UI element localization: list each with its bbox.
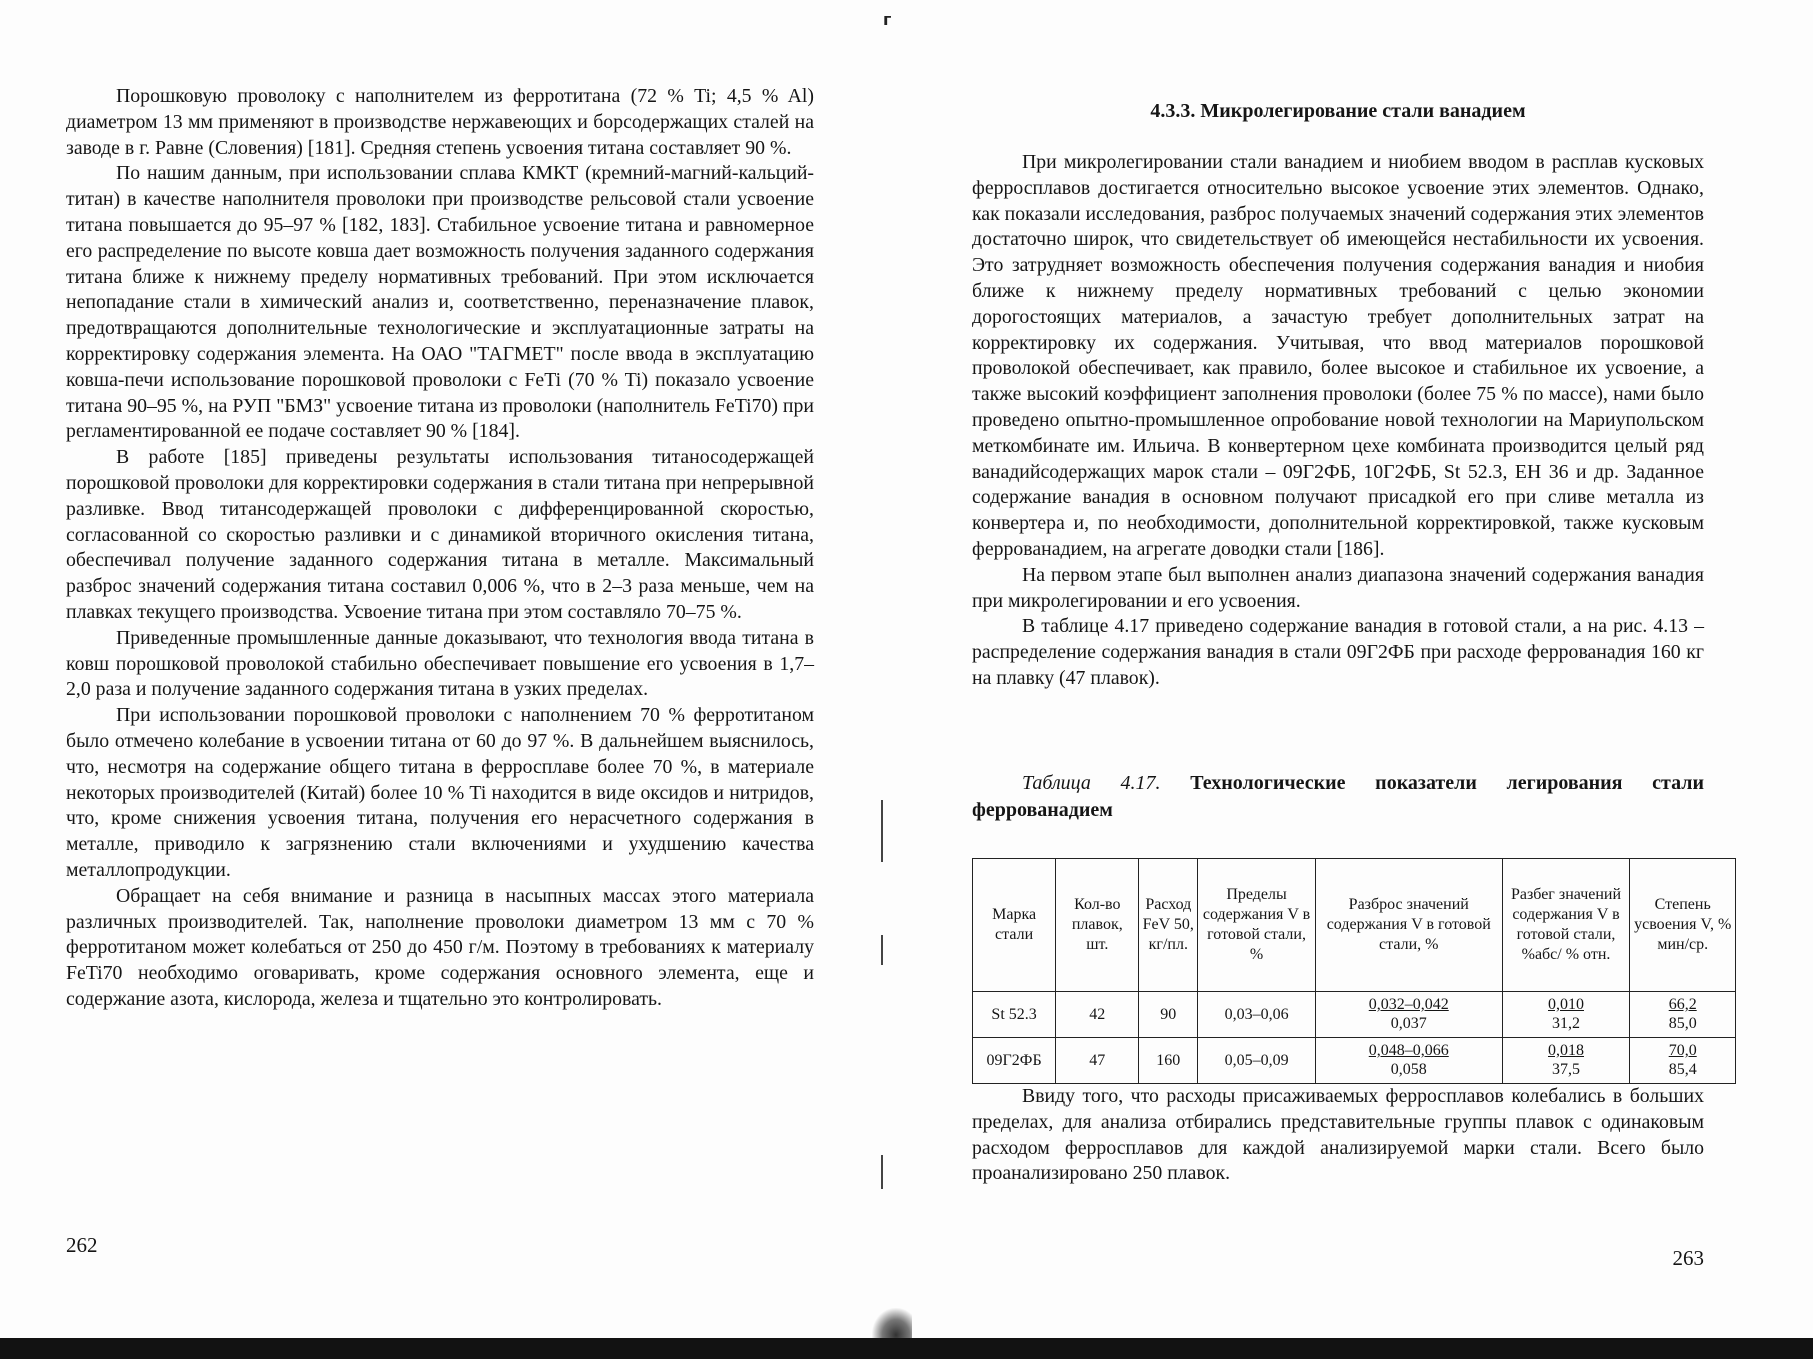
table-caption (972, 770, 1704, 824)
column-header-heats: Кол-во плавок, шт. (1056, 859, 1139, 992)
left-paragraph-2: По нашим данным, при использовании сплава КМКТ (кремний-магний-кальций-титан) в качестве наполнителя проволоки при производстве рельсовой стали усвоение титана повышается до 95–97 % [182, 183]. Стабильное усвоение титана и равномерное его распределение по высоте ковша дает возможность получения заданного содержания титана ближе к нижнему пределу нормативных требований. При этом исключается непопадание стали в химический анализ и, соответственно, переназначение плавок, предотвращаются дополнительные технологические и эксплуатационные затраты на корректировку содержания элемента. На ОАО "ТАГМЕТ" после ввода в эксплуатацию ковша-печи использование порошковой проволоки с FeTi (70 % Ti) показало усвоение титана 90–95 %, на РУП "БМЗ" усвоение титана из проволоки (наполнитель FeTi70) при регламентированной ее подаче составляет 90 % [184]. (66, 162, 814, 443)
table-header-row (973, 859, 1736, 992)
cell-grade: 09Г2ФБ (973, 1038, 1056, 1084)
cell-range (1502, 992, 1630, 1038)
cell-range-numerator: 0,010 (1548, 996, 1584, 1013)
data-table (972, 858, 1736, 1084)
cell-spread (1315, 992, 1502, 1038)
cell-yield-numerator: 70,0 (1668, 1042, 1697, 1059)
cell-yield-numerator: 66,2 (1668, 996, 1697, 1013)
gutter-line (881, 935, 883, 965)
right-paragraph-2: На первом этапе был выполнен анализ диапазона значений содержания ванадия при микролегировании и его усвоения. (972, 563, 1704, 612)
registration-mark: г (883, 10, 892, 29)
right-paragraph-4: Ввиду того, что расходы присаживаемых ферросплавов колебались в больших пределах, для анализа отбирались представительные группы плавок с одинаковым расходом ферросплавов для каждой анализируемой марки стали. Всего было проанализировано 250 плавок. (972, 1085, 1704, 1185)
page-number-left: 262 (66, 1233, 98, 1257)
right-page-body-top (972, 150, 1704, 692)
left-paragraph-1: Порошковую проволоку с наполнителем из ферротитана (72 % Ti; 4,5 % Al) диаметром 13 мм применяют в производстве нержавеющих и борсодержащих сталей на заводе в г. Равне (Словения) [181]. Средняя степень усвоения титана составляет 90 %. (66, 85, 814, 159)
right-paragraph-1: При микролегировании стали ванадием и ниобием вводом в расплав кусковых ферросплавов достигается относительно высокое усвоение этих элементов. Однако, как показали исследования, разброс получаемых значений содержания этих элементов достаточно широк, что свидетельствует об имеющейся нестабильности их усвоения. Это затрудняет возможность обеспечения получения содержания ванадия и ниобия ближе к нижнему пределу нормативных требований с целью экономии дорогостоящих материалов, а зачастую требует дополнительных затрат на корректировку их содержания. Учитывая, что ввод материалов порошковой проволокой обеспечивает, как правило, более высокое и стабильное их усвоение, а также высокий коэффициент заполнения проволоки (более 75 % по массе), нами было проведено опытно-промышленное опробование новой технологии на Мариупольском меткомбинате им. Ильича. В конвертерном цехе комбината производится целый ряд ванадийсодержащих марок стали – 09Г2ФБ, 10Г2ФБ, St 52.3, EH 36 и др. Заданное содержание ванадия в основном получают присадкой его при сливе металла из конвертера и, по необходимости, дополнительной корректировкой, также кусковым феррованадием, на агрегате доводки стали [186]. (972, 151, 1704, 560)
column-header-grade: Марка стали (973, 859, 1056, 992)
table-row (973, 992, 1736, 1038)
cell-consumption: 160 (1139, 1038, 1198, 1084)
cell-range (1502, 1038, 1630, 1084)
page-number-right: 263 (1672, 1246, 1704, 1270)
cell-limits: 0,05–0,09 (1198, 1038, 1316, 1084)
column-header-spread: Разброс значений содержания V в готовой стали, % (1315, 859, 1502, 992)
cell-range-denominator: 37,5 (1552, 1061, 1580, 1078)
left-page (66, 0, 814, 1340)
cell-spread-denominator: 0,037 (1390, 1015, 1427, 1032)
table-caption-title: Технологические показатели легирования стали феррованадием (972, 772, 1704, 821)
cell-heats: 42 (1056, 992, 1139, 1038)
cell-range-numerator: 0,018 (1548, 1042, 1584, 1059)
right-page-body-bottom (972, 1084, 1704, 1187)
cell-spread-numerator: 0,048–0,066 (1368, 1042, 1449, 1059)
cell-yield (1630, 1038, 1736, 1084)
binding-shadow (872, 1308, 912, 1338)
table-caption-label: Таблица 4.17. (1022, 772, 1161, 794)
section-title: 4.3.3. Микролегирование стали ванадием (1150, 100, 1526, 122)
table-row (973, 1038, 1736, 1084)
cell-spread (1315, 1038, 1502, 1084)
cell-consumption: 90 (1139, 992, 1198, 1038)
cell-spread-denominator: 0,058 (1390, 1061, 1427, 1078)
cell-yield-denominator: 85,4 (1668, 1061, 1697, 1078)
left-paragraph-6: Обращает на себя внимание и разница в насыпных массах этого материала различных производителей. Так, наполнение проволоки диаметром 13 мм с 70 % ферротитаном может колебаться от 250 до 450 г/м. Поэтому в требованиях к материалу FeTi70 необходимо оговаривать, кроме содержания основного элемента, еще и содержание азота, кислорода, железа и тщательно это контролировать. (66, 884, 814, 1010)
binding-edge (0, 1338, 1813, 1359)
column-header-limits: Пределы содержания V в готовой стали, % (1198, 859, 1316, 992)
right-page (972, 0, 1732, 1340)
column-header-yield: Степень усвоения V, % мин/ср. (1630, 859, 1736, 992)
column-header-consumption: Расход FeV 50, кг/пл. (1139, 859, 1198, 992)
cell-yield-denominator: 85,0 (1668, 1015, 1697, 1032)
right-paragraph-3: В таблице 4.17 приведено содержание ванадия в готовой стали, а на рис. 4.13 – распределение содержания ванадия в стали 09Г2ФБ при расходе феррованадия 160 кг на плавку (47 плавок). (972, 615, 1704, 689)
cell-limits: 0,03–0,06 (1198, 992, 1316, 1038)
cell-heats: 47 (1056, 1038, 1139, 1084)
left-paragraph-3: В работе [185] приведены результаты использования титаносодержащей порошковой проволоки для корректировки содержания в стали титана при непрерывной разливке. Ввод титансодержащей проволоки с дифференцированной скоростью, согласованной со скоростью разливки и с динамикой вторичного окисления титана, обеспечивал получение заданного содержания титана в металле. Максимальный разброс значений содержания титана составил 0,006 %, что в 2–3 раза меньше, чем на плавках текущего производства. Усвоение титана при этом составляло 70–75 %. (66, 446, 814, 623)
left-page-body (66, 84, 814, 1013)
column-header-range: Разбег значений содержания V в готовой стали, %абс/ % отн. (1502, 859, 1630, 992)
gutter-line (881, 1155, 883, 1189)
gutter-line (881, 800, 883, 862)
cell-spread-numerator: 0,032–0,042 (1368, 996, 1449, 1013)
cell-yield (1630, 992, 1736, 1038)
left-paragraph-5: При использовании порошковой проволоки с наполнением 70 % ферротитаном было отмечено колебание в усвоении титана от 60 до 97 %. В дальнейшем выяснилось, что, несмотря на содержание общего титана в ферросплаве более 70 %, в материале некоторых производителей (Китай) более 10 % Ti находится в виде оксидов и нитридов, что, кроме снижения усвоения титана, получения его нерасчетного содержания в металле, приводило к загрязнению стали включениями и ухудшению качества металлопродукции. (66, 704, 814, 881)
left-paragraph-4: Приведенные промышленные данные доказывают, что технология ввода титана в ковш порошковой проволокой стабильно обеспечивает повышение его усвоения в 1,7–2,0 раза и получение заданного содержания титана в узких пределах. (66, 626, 814, 701)
cell-grade: St 52.3 (973, 992, 1056, 1038)
cell-range-denominator: 31,2 (1552, 1015, 1580, 1032)
